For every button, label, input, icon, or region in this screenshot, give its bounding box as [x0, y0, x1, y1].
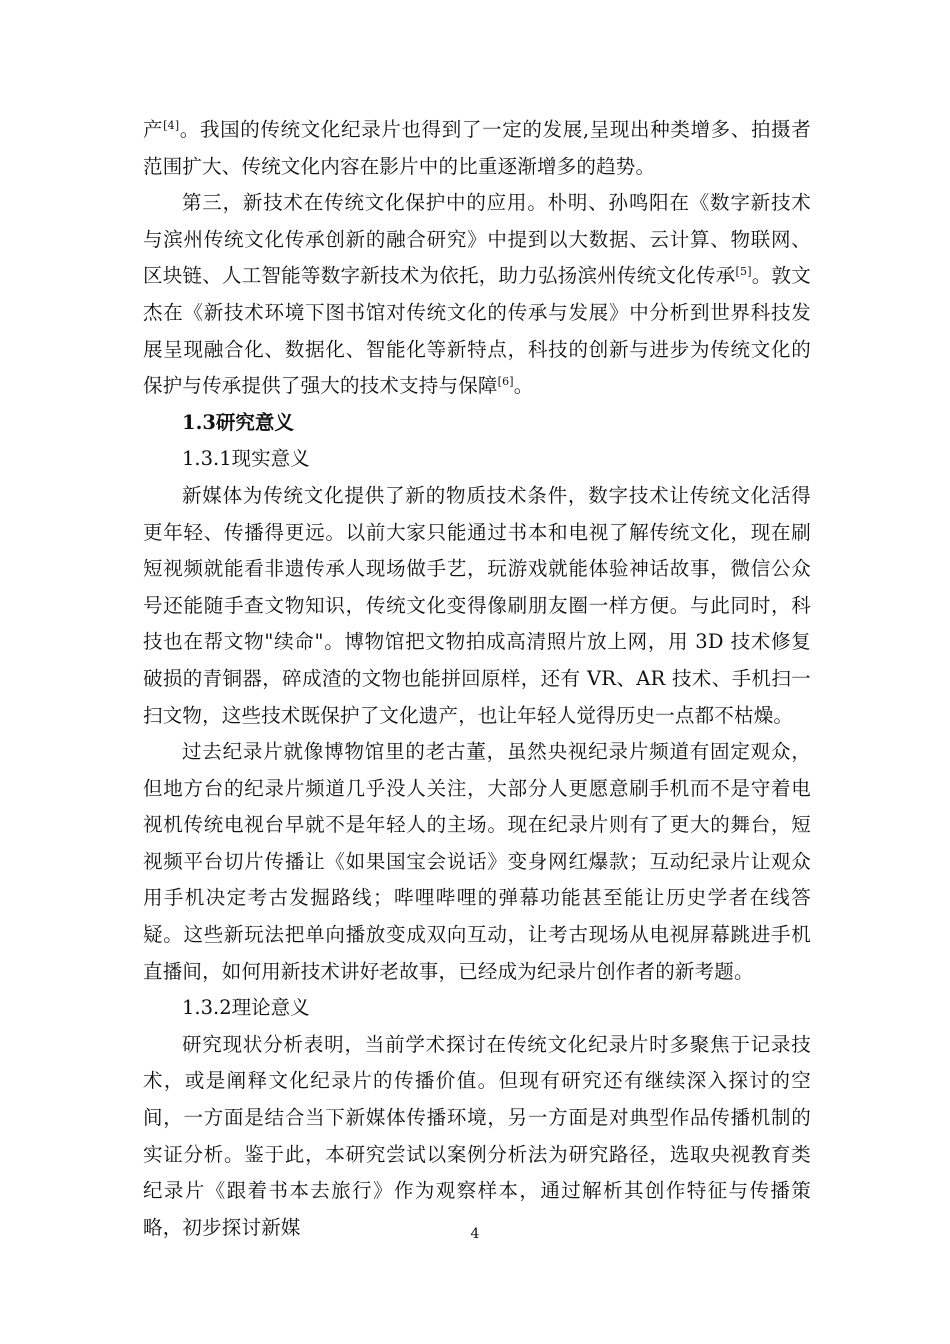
subsection-heading-1-3-2: 1.3.2理论意义 — [182, 996, 310, 1020]
citation-5: [5] — [735, 265, 752, 279]
section-heading-1-3: 1.3研究意义 — [182, 410, 294, 434]
paragraph-1-tail: 。我国的传统文化纪录片也得到了一定的发展,呈现出种类增多、拍摄者范围扩大、传统文化内容在影片中的比重逐渐增多的趋势。 — [143, 118, 811, 178]
citation-6: [6] — [497, 375, 514, 389]
paragraph-1-text: 产 — [143, 118, 164, 141]
paragraph-5: 研究现状分析表明，当前学术探讨在传统文化纪录片时多聚焦于记录技术，或是阐释文化纪录片的传播价值。但现有研究还有继续深入探讨的空间，一方面是结合当下新媒体传播环境，另一方面是对典型作品传播机制的实证分析。鉴于此，本研究尝试以案例分析法为研究路径，选取央视教育类纪录片《跟着书本去旅行》作为观察样本，通过解析其创作特征与传播策略，初步探讨新媒 — [143, 1032, 811, 1239]
citation-4: [4] — [163, 119, 180, 132]
paragraph-2 — [143, 185, 811, 405]
page-number: 4 — [470, 1226, 480, 1242]
paragraph-3: 新媒体为传统文化提供了新的物质技术条件，数字技术让传统文化活得更年轻、传播得更远。以前大家只能通过书本和电视了解传统文化，现在刷短视频就能看非遗传承人现场做手艺，玩游戏就能体验神话故事，微信公众号还能随手查文物知识，传统文化变得像刷朋友圈一样方便。与此同时，科技也在帮文物"续命"。博物馆把文物拍成高清照片放上网，用 3D 技术修复破损的青铜器，碎成渣的文物也能拼回原样，还有 VR、AR 技术、手机扫一扫文物，这些技术既保护了文化遗产，也让年轻人觉得历史一点都不枯燥。 — [143, 483, 811, 727]
subsection-heading-1-3-1: 1.3.1现实意义 — [182, 447, 310, 471]
paragraph-2-mid: 。敦文杰在《新技术环境下图书馆对传统文化的传承与发展》中分析到世界科技发展呈现融合化、数据化、智能化等新特点，科技的创新与进步为传统文化的保护与传承提供了强大的技术支持与保障 — [143, 264, 811, 398]
paragraph-4: 过去纪录片就像博物馆里的老古董，虽然央视纪录片频道有固定观众，但地方台的纪录片频道几乎没人关注，大部分人更愿意刷手机而不是守着电视机传统电视台早就不是年轻人的主场。现在纪录片则有了更大的舞台，短视频平台切片传播让《如果国宝会说话》变身网红爆款；互动纪录片让观众用手机决定考古发掘路线；哔哩哔哩的弹幕功能甚至能让历史学者在线答疑。这些新玩法把单向播放变成双向互动，让考古现场从电视屏幕跳进手机直播间，如何用新技术讲好老故事，已经成为纪录片创作者的新考题。 — [143, 740, 811, 983]
paragraph-2-end: 。 — [513, 374, 534, 398]
paragraph-2-text: 第三，新技术在传统文化保护中的应用。朴明、孙鸣阳在《数字新技术与滨州传统文化传承创新的融合研究》中提到以大数据、云计算、物联网、区块链、人工智能等数字新技术为依托，助力弘扬滨州传统文化传承 — [143, 191, 811, 288]
paragraph-1 — [143, 112, 811, 185]
body-text — [143, 112, 811, 1246]
